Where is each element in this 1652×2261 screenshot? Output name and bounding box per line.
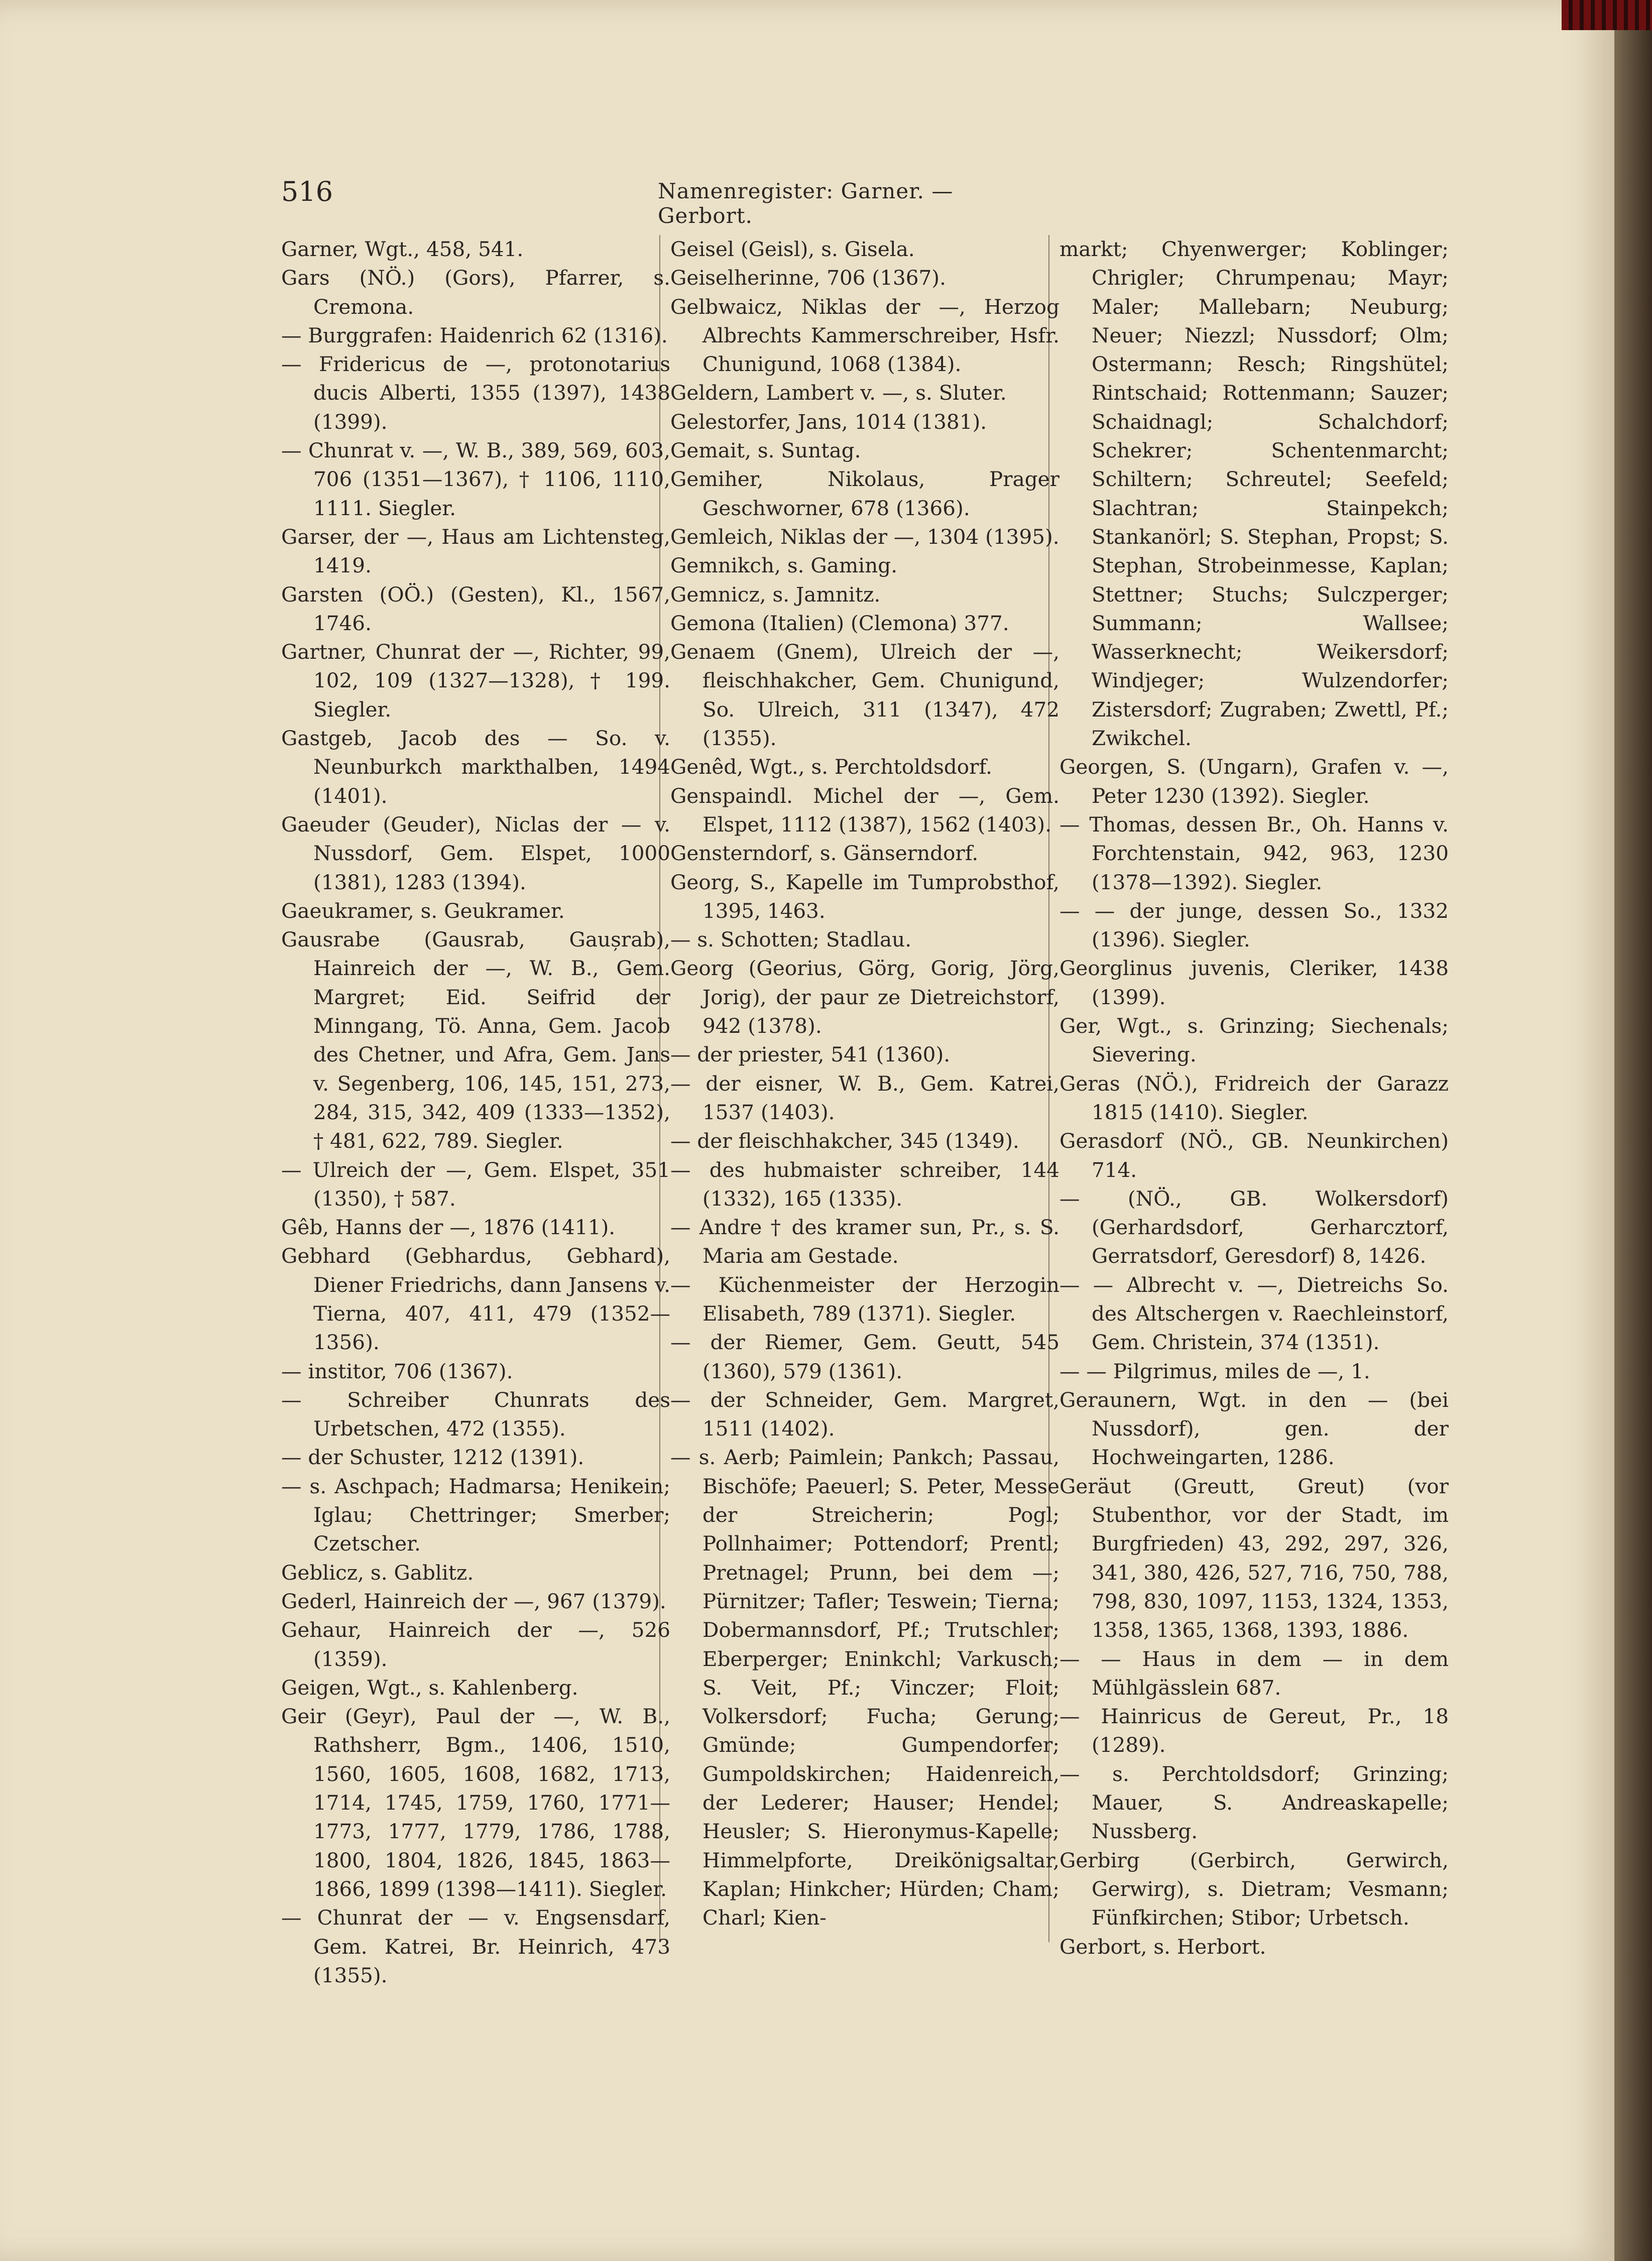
index-entry: Gartner, Chunrat der —, Richter, 99, 102, 109 (1327—1328), † 199. Siegler. xyxy=(281,640,670,722)
index-entry: Gausrabe (Gausrab, Gaușrab), Hainreich der —, W. B., Gem. Margret; Eid. Seifrid der Minngang, Tö. Anna, Gem. Jacob des Chetner, und Afra, Gem. Jans v. Segenberg, 106, 145, 151, 273, 284, 315, 342, 409 (1333—1352), † 481, 622, 789. Siegler. xyxy=(281,927,670,1153)
index-entry: — — Haus in dem — in dem Mühlgässlein 687. xyxy=(1059,1646,1449,1700)
binding-stripe xyxy=(1562,0,1652,30)
index-entry: Garner, Wgt., 458, 541. xyxy=(281,237,524,261)
index-entry: — s. Aerb; Paimlein; Pankch; Passau, Bischöfe; Paeuerl; S. Peter, Messe der Streicherin; Pogl; Pollnhaimer; Pottendorf; Prentl; Pretnagel; Prunn, bei dem —; Pürnitzer; Tafler; Teswein; Tierna; Dobermannsdorf, Pf.; Trutschler; Eberperger; Eninkchl; Varkusch; S. Veit, Pf.; Vinczer; Floit; Volkersdorf; Fucha; Gerung; Gmünde; Gumpendorfer; Gumpoldskirchen; Haidenreich, der Lederer; Hauser; Hendel; Heusler; S. Hieronymus-Kapelle; Himmelpforte, Dreikönigsaltar, Kaplan; Hinkcher; Hürden; Cham; Charl; Kien- xyxy=(670,1445,1059,1930)
index-entry: Gerasdorf (NÖ., GB. Neunkirchen) 714. xyxy=(1059,1129,1449,1182)
index-entry: Gemait, s. Suntag. xyxy=(670,438,861,463)
index-entry: Geir (Geyr), Paul der —, W. B., Rathsherr, Bgm., 1406, 1510, 1560, 1605, 1608, 1682, 1713, 1714, 1745, 1759, 1760, 1771—1773, 1777, 1779, 1786, 1788, 1800, 1804, 1826, 1845, 1863—1866, 1899 (1398—1411). Siegler. xyxy=(281,1704,670,1901)
index-entry: Gastgeb, Jacob des — So. v. Neunburkch markthalben, 1494 (1401). xyxy=(281,726,670,808)
index-entry: — Hainricus de Gereut, Pr., 18 (1289). xyxy=(1059,1704,1449,1757)
index-entry: Gebhard (Gebhardus, Gebhard), Diener Friedrichs, dann Jansens v. Tierna, 407, 411, 479 (1352—1356). xyxy=(281,1244,670,1355)
index-entry: — Fridericus de —, protonotarius ducis Alberti, 1355 (1397), 1438 (1399). xyxy=(281,352,670,434)
index-entry: Geras (NÖ.), Fridreich der Garazz 1815 (1410). Siegler. xyxy=(1059,1071,1449,1124)
index-entry: Garsten (OÖ.) (Gesten), Kl., 1567, 1746. xyxy=(281,582,670,635)
index-entry: Gemnikch, s. Gaming. xyxy=(670,553,898,578)
column-middle xyxy=(670,235,1059,1933)
index-entry: — s. Aschpach; Hadmarsa; Henikein; Iglau; Chettringer; Smerber; Czetscher. xyxy=(281,1474,670,1556)
index-entry: — Chunrat v. —, W. B., 389, 569, 603, 706 (1351—1367), † 1106, 1110, 1111. Siegler. xyxy=(281,438,670,520)
index-entry: Gerbort, s. Herbort. xyxy=(1059,1934,1266,1959)
index-entry: Gaeukramer, s. Geukramer. xyxy=(281,898,565,923)
index-entry: Georgen, S. (Ungarn), Grafen v. —, Peter 1230 (1392). Siegler. xyxy=(1059,755,1449,808)
index-entry: Genêd, Wgt., s. Perchtoldsdorf. xyxy=(670,755,992,779)
page-number: 516 xyxy=(281,176,333,207)
index-entry: Geiselherinne, 706 (1367). xyxy=(670,266,946,290)
index-entry: Georg (Georius, Görg, Gorig, Jörg, Jorig), der paur ze Dietreichstorf, 942 (1378). xyxy=(670,956,1059,1038)
index-entry: — s. Schotten; Stadlau. xyxy=(670,927,912,952)
index-entry: Gederl, Hainreich der —, 967 (1379). xyxy=(281,1589,666,1613)
page-edge xyxy=(1614,0,1652,2261)
index-entry: Ger, Wgt., s. Grinzing; Siechenals; Sievering. xyxy=(1059,1014,1449,1067)
running-head: Namenregister: Garner. — Gerbort. xyxy=(658,179,954,228)
index-entry: Gerbirg (Gerbirch, Gerwirch, Gerwirg), s. Dietram; Vesmann; Fünfkirchen; Stibor; Urbetsch. xyxy=(1059,1848,1449,1930)
index-entry: Geldern, Lambert v. —, s. Sluter. xyxy=(670,381,1007,405)
page-header xyxy=(281,176,1049,228)
index-entry: Geräut (Greutt, Greut) (vor Stubenthor, vor der Stadt, im Burgfrieden) 43, 292, 297, 326, 341, 380, 426, 527, 716, 750, 788, 798, 830, 1097, 1153, 1324, 1353, 1358, 1365, 1368, 1393, 1886. xyxy=(1059,1474,1449,1642)
index-entry: — des hubmaister schreiber, 144 (1332), 165 (1335). xyxy=(670,1157,1059,1211)
index-entry: Gemona (Italien) (Clemona) 377. xyxy=(670,611,1009,635)
index-entry: Gelbwaicz, Niklas der —, Herzog Albrechts Kammerschreiber, Hsfr. Chunigund, 1068 (1384). xyxy=(670,294,1059,377)
index-entry: — — Albrecht v. —, Dietreichs So. des Altschergen v. Raechleinstorf, Gem. Christein, 374 (1351). xyxy=(1059,1272,1449,1355)
index-entry: — Schreiber Chunrats des Urbetschen, 472 (1355). xyxy=(281,1387,670,1441)
index-entry: Gelestorfer, Jans, 1014 (1381). xyxy=(670,409,987,434)
index-entry: — Chunrat der — v. Engsensdarf, Gem. Katrei, Br. Heinrich, 473 (1355). xyxy=(281,1906,670,1987)
index-entry: Gars (NÖ.) (Gors), Pfarrer, s. Cremona. xyxy=(281,266,670,319)
index-entry: markt; Chyenwerger; Koblinger; Chrigler; Chrumpenau; Mayr; Maler; Mallebarn; Neuburg; Neuer; Niezzl; Nussdorf; Olm; Ostermann; Resch; Ringshütel; Rintschaid; Rottenmann; Sauzer; Schaidnagl; Schalchdorf; Schekrer; Schentenmarcht; Schiltern; Schreutel; Seefeld; Slachtran; Stainpekch; Stankanörl; S. Stephan, Propst; S. Stephan, Strobeinmesse, Kaplan; Stettner; Stuchs; Sulczperger; Summann; Wallsee; Wasserknecht; Weikersdorf; Windjeger; Wulzendorfer; Zistersdorf; Zugraben; Zwettl, Pf.; Zwikchel. xyxy=(1059,237,1449,751)
index-entry: — — der junge, dessen So., 1332 (1396). Siegler. xyxy=(1059,898,1449,952)
index-entry: Garser, der —, Haus am Lichtensteg, 1419. xyxy=(281,524,670,578)
index-entry: Geisel (Geisl), s. Gisela. xyxy=(670,237,915,261)
index-entry: — der fleischhakcher, 345 (1349). xyxy=(670,1129,1019,1153)
index-entry: — Thomas, dessen Br., Oh. Hanns v. Forchtenstain, 942, 963, 1230 (1378—1392). Siegler. xyxy=(1059,812,1449,894)
column-left xyxy=(281,235,670,1990)
index-entry: — Burggrafen: Haidenrich 62 (1316). xyxy=(281,323,668,347)
index-entry: Gemiher, Nikolaus, Prager Geschworner, 678 (1366). xyxy=(670,467,1059,520)
index-entry: — Andre † des kramer sun, Pr., s. S. Maria am Gestade. xyxy=(670,1215,1059,1268)
index-entry: Gaeuder (Geuder), Niclas der — v. Nussdorf, Gem. Elspet, 1000 (1381), 1283 (1394). xyxy=(281,812,670,894)
index-entry: — der priester, 541 (1360). xyxy=(670,1042,951,1067)
index-entry: Geraunern, Wgt. in den — (bei Nussdorf), gen. der Hochweingarten, 1286. xyxy=(1059,1387,1449,1470)
index-entry: — — Pilgrimus, miles de —, 1. xyxy=(1059,1359,1370,1383)
index-entry: — der Schuster, 1212 (1391). xyxy=(281,1445,584,1470)
index-entry: — der eisner, W. B., Gem. Katrei, 1537 (1403). xyxy=(670,1071,1059,1124)
index-entry: Genaem (Gnem), Ulreich der —, fleischhakcher, Gem. Chunigund, So. Ulreich, 311 (1347), 472 (1355). xyxy=(670,640,1059,751)
index-entry: — institor, 706 (1367). xyxy=(281,1359,513,1383)
index-entry: — Ulreich der —, Gem. Elspet, 351 (1350), † 587. xyxy=(281,1157,670,1211)
index-entry: — (NÖ., GB. Wolkersdorf) (Gerhardsdorf, Gerharcztorf, Gerratsdorf, Geresdorf) 8, 1426. xyxy=(1059,1186,1449,1268)
index-entry: — s. Perchtoldsdorf; Grinzing; Mauer, S. Andreaskapelle; Nussberg. xyxy=(1059,1761,1449,1844)
index-entry: Genspaindl. Michel der —, Gem. Elspet, 1112 (1387), 1562 (1403). xyxy=(670,783,1059,837)
index-entry: Gehaur, Hainreich der —, 526 (1359). xyxy=(281,1618,670,1671)
index-entry: — der Schneider, Gem. Margret, 1511 (1402). xyxy=(670,1387,1059,1441)
index-entry: Gemnicz, s. Jamnitz. xyxy=(670,582,881,607)
index-entry: Gemleich, Niklas der —, 1304 (1395). xyxy=(670,524,1059,549)
index-entry: Georg, S., Kapelle im Tumprobsthof, 1395, 1463. xyxy=(670,870,1059,923)
index-entry: Geblicz, s. Gablitz. xyxy=(281,1560,474,1585)
index-entry: Georglinus juvenis, Cleriker, 1438 (1399). xyxy=(1059,956,1449,1009)
index-entry: Geigen, Wgt., s. Kahlenberg. xyxy=(281,1675,578,1700)
index-entry: Gensterndorf, s. Gänserndorf. xyxy=(670,841,979,866)
index-entry: — der Riemer, Gem. Geutt, 545 (1360), 579 (1361). xyxy=(670,1330,1059,1383)
index-entry: — Küchenmeister der Herzogin Elisabeth, 789 (1371). Siegler. xyxy=(670,1272,1059,1326)
column-right xyxy=(1059,235,1449,1961)
index-entry: Gêb, Hanns der —, 1876 (1411). xyxy=(281,1215,616,1240)
